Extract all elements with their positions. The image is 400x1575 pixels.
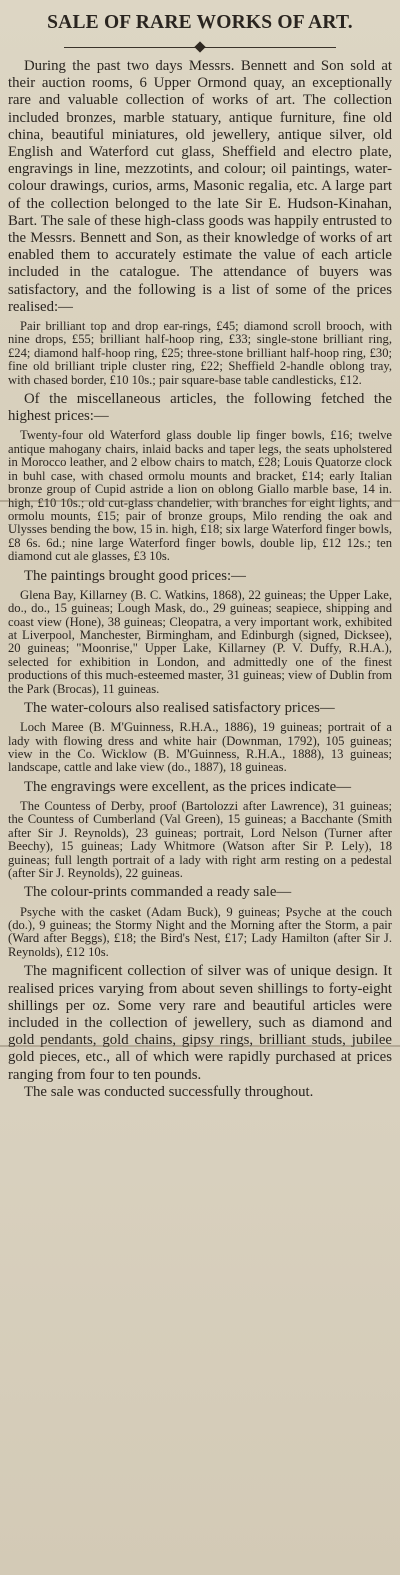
- engravings-heading-paragraph: The engravings were excellent, as the prices indicate—: [24, 778, 352, 795]
- title-rule: [64, 42, 336, 54]
- water-colours-prices-list: Loch Maree (B. M'Guinness, R.H.A., 1886), 19 guineas; portrait of a lady with flowing dress and white hair (Downman, 1792), 105 guineas; view in the Co. Wicklow (B. M'Guinness, R.H.A., 1888), 13 guineas; landscape, cattle and lake view (do., 1887), 18 guineas.: [8, 720, 392, 775]
- fold-crease: [0, 500, 400, 502]
- jewellery-prices-list: Pair brilliant top and drop ear-rings, £45; diamond scroll brooch, with nine drops, £55; brilliant half-hoop ring, £33; single-stone brilliant ring, £24; diamond half-hoop ring, £25; three-stone brilliant half-hoop ring, £30; fine old brilliant triple cluster ring, £22; Sheffield 2-handle oblong tray, with chased border, £10 10s.; pair square-base table candlesticks, £12.: [8, 319, 392, 387]
- engravings-prices-list: The Countess of Derby, proof (Bartolozzi after Lawrence), 31 guineas; the Countess of Cumberland (Val Green), 15 guineas; a Bacchante (Smith after Sir J. Reynolds), 23 guineas; portrait, Lord Nelson (Turner after Beechy), 15 guineas; Lady Whitmore (Watson after Sir P. Lely), 18 guineas; full length portrait of a lady with right arm resting on a pedestal (after Sir J. Reynolds), 22 guineas.: [8, 799, 392, 881]
- colour-prints-prices-list: Psyche with the casket (Adam Buck), 9 guineas; Psyche at the couch (do.), 9 guineas; the Stormy Night and the Morning after the Storm, a pair (Ward after Beggs), £18; the Bird's Nest, £17; Lady Hamilton (after Sir J. Reynolds), £12 10s.: [8, 904, 392, 959]
- fold-crease: [0, 1045, 400, 1047]
- miscellaneous-prices-list: Twenty-four old Waterford glass double lip finger bowls, £16; twelve antique mahogany chairs, inlaid backs and taper legs, the seats upholstered in Morocco leather, and 2 elbow chairs to match, £28; Louis Quatorze clock in buhl case, with chased ormolu mounts and bracket, £14; early Italian bronze group of Cupid astride a lion on oblong Giallo marble base, 14 in. high, £10 10s.; old cut-glass chandelier, with branches for eight lights, and ormolu mounts, £15; pair of bronze groups, Milo rending the oak and Ulysses bending the bow, 15 in. high, £18; six large Waterford finger bowls, £8 6s. 6d.; nine large Waterford finger bowls, double lip, £12 12s.; ten diamond cut ale glasses, £3 10s.: [8, 428, 392, 564]
- miscellaneous-heading-paragraph: Of the miscellaneous articles, the following fetched the highest prices:—: [8, 391, 392, 425]
- article-title: SALE OF RARE WORKS OF ART.: [47, 12, 353, 33]
- colour-prints-heading-paragraph: The colour-prints commanded a ready sale—: [24, 884, 292, 901]
- paintings-prices-list: Glena Bay, Killarney (B. C. Watkins, 1868), 22 guineas; the Upper Lake, do., do., 15 guineas; Lough Mask, do., 29 guineas; seapiece, shipping and coast view (Hone), 38 guineas; Cleopatra, a very important work, exhibited at Liverpool, Manchester, Birmingham, and Edinburgh (signed, Dicksee), 20 guineas; "Moonrise," Upper Lake, Killarney (P. V. Duffy, R.H.A.), selected for exhibition in London, and admittedly one of the finest productions of this much-esteemed master, 31 guineas; view of Dublin from the Park (Brocas), 11 guineas.: [8, 587, 392, 696]
- water-colours-heading-paragraph: The water-colours also realised satisfactory prices—: [24, 700, 335, 716]
- closing-paragraph: The sale was conducted successfully throughout.: [24, 1083, 314, 1100]
- intro-paragraph: During the past two days Messrs. Bennett and Son sold at their auction rooms, 6 Upper Ormond quay, an exceptionally rare and valuable collection of works of art. The collection included bronzes, marble statuary, antique furniture, fine old china, beautiful miniatures, old jewellery, antique silver, old English and Waterford cut glass, Sheffield and electro plate, engravings in line, mezzotints, and colour; oil paintings, water-colour drawings, curios, arms, Masonic regalia, etc. A large part of the collection belonged to the late Sir E. Hudson-Kinahan, Bart. The sale of these high-class goods was happily entrusted to the Messrs. Bennett and Son, as their knowledge of works of art enabled them to accurately estimate the value of each article included in the catalogue. The attendance of buyers was satisfactory, and the following is a list of some of the prices realised:—: [8, 58, 392, 315]
- silver-paragraph: The magnificent collection of silver was of unique design. It realised prices varying from about seven shillings to forty-eight shillings per oz. Some very rare and beautiful articles were included in the collection of jewellery, such as diamond and gold pendants, gold chains, gipsy rings, brilliant studs, jubilee gold pieces, etc., all of which were rapidly purchased at prices ranging from four to ten pounds.: [8, 963, 392, 1083]
- paintings-heading-paragraph: The paintings brought good prices:—: [24, 567, 246, 584]
- diamond-ornament-icon: [194, 41, 205, 52]
